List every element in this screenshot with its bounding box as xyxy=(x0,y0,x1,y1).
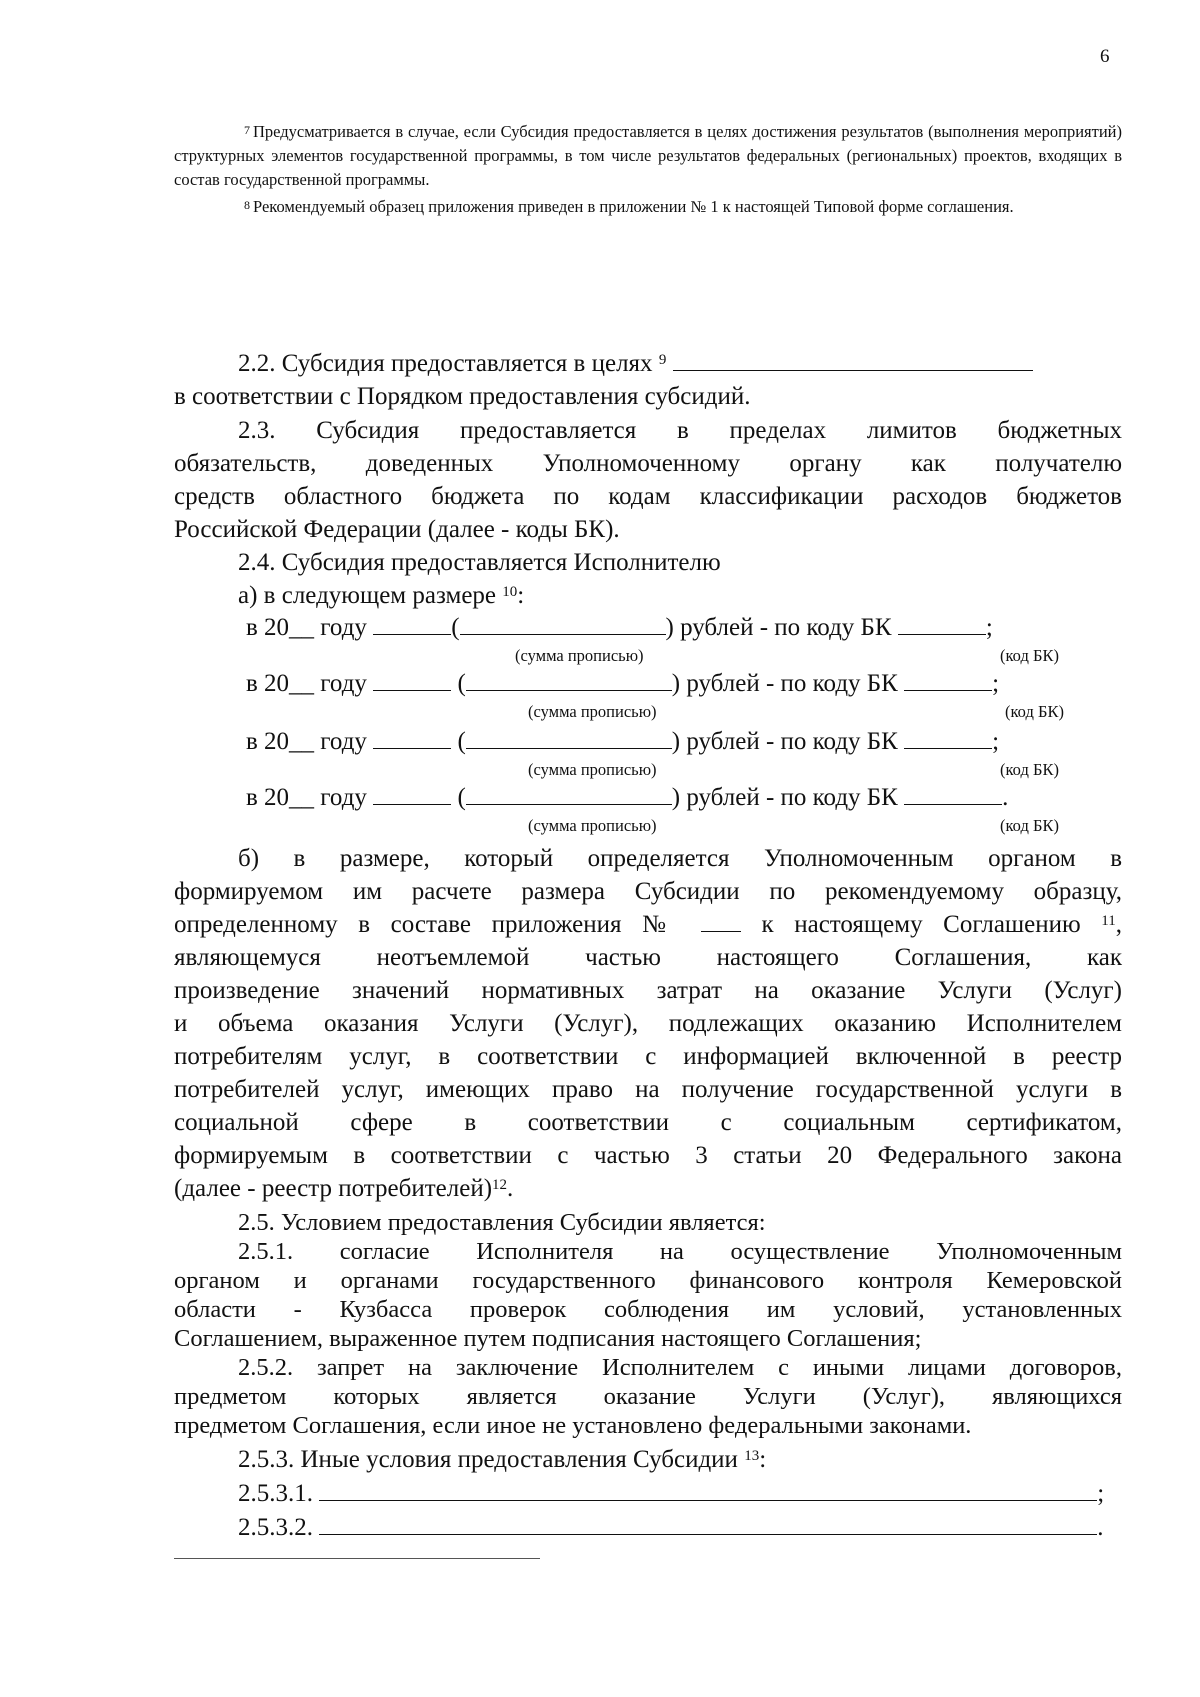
clause-text: к настоящему Соглашению xyxy=(761,911,1081,938)
hint-code: (код БК) xyxy=(1005,702,1064,721)
footnote-text: Рекомендуемый образец приложения приведен в приложении № 1 к настоящей Типовой форме соглашения. xyxy=(253,197,1014,216)
clause-2-5-1-line: 2.5.1. согласие Исполнителя на осуществление Уполномоченным xyxy=(238,1238,1122,1265)
footnote-ref-group xyxy=(1101,911,1122,938)
clause-text: ; xyxy=(1097,1480,1105,1507)
clause-2-3-line: Российской Федерации (далее - коды БК). xyxy=(174,516,620,543)
rubles-label: ) рублей - по коду БК xyxy=(671,728,898,755)
clause-2-5-3 xyxy=(238,1444,766,1476)
footnote-mark: 8 xyxy=(244,198,250,212)
footnote-ref: 12 xyxy=(492,1177,508,1193)
row-end: ; xyxy=(992,670,1000,697)
clause-2-4-b-line: и объема оказания Услуги (Услуг), подлежащих оказанию Исполнителем xyxy=(174,1010,1122,1037)
hint-sum: (сумма прописью) xyxy=(528,702,657,721)
clause-2-4-b-line xyxy=(174,1173,513,1205)
footnote-mark: 7 xyxy=(244,123,250,137)
clause-2-4-b-line: произведение значений нормативных затрат на оказание Услуги (Услуг) xyxy=(174,977,1122,1004)
clause-2-4-b-line: б) в размере, который определяется Уполномоченным органом в xyxy=(238,845,1122,872)
condition-blank xyxy=(319,1478,1097,1501)
hint-sum: (сумма прописью) xyxy=(515,646,644,665)
clause-2-5-intro: 2.5. Условием предоставления Субсидии является: xyxy=(238,1209,766,1236)
payment-row: в 20__ году ( ) рублей - по коду БК ; xyxy=(246,612,993,644)
year-label: в 20__ году xyxy=(246,728,367,755)
clause-2-5-3-2 xyxy=(238,1512,1104,1544)
clause-text: 2.5.3. Иные условия предоставления Субсидии xyxy=(238,1446,738,1473)
row-end: ; xyxy=(992,728,1000,755)
clause-text: . xyxy=(1097,1514,1104,1541)
clause-2-3-line: обязательств, доведенных Уполномоченному органу как получателю xyxy=(174,450,1122,477)
clause-2-5-2-line: предметом которых является оказание Услуги (Услуг), являющихся xyxy=(174,1383,1122,1410)
sum-words-blank xyxy=(466,668,672,691)
payment-row: в 20__ году ( ) рублей - по коду БК ; xyxy=(246,668,999,700)
rubles-label: ) рублей - по коду БК xyxy=(671,670,898,697)
payment-row: в 20__ году ( ) рублей - по коду БК . xyxy=(246,782,1008,814)
code-blank xyxy=(904,668,992,691)
clause-2-5-1-line: органом и органами государственного финансового контроля Кемеровской xyxy=(174,1267,1122,1294)
clause-2-4-b-line: формируемым в соответствии с частью 3 статьи 20 Федерального закона xyxy=(174,1142,1122,1169)
footnote-ref: 13 xyxy=(744,1448,760,1464)
clause-text: а) в следующем размере xyxy=(238,582,497,609)
code-blank xyxy=(898,612,986,635)
purpose-blank xyxy=(673,348,1033,371)
clause-text: , xyxy=(1115,911,1122,938)
year-label: в 20__ году xyxy=(246,784,367,811)
clause-text: : xyxy=(517,582,525,609)
payment-row: в 20__ году ( ) рублей - по коду БК ; xyxy=(246,726,999,758)
rubles-label: ) рублей - по коду БК xyxy=(671,784,898,811)
clause-text: (далее - реестр потребителей) xyxy=(174,1175,493,1202)
appendix-number-blank xyxy=(701,909,741,932)
rubles-label: ) рублей - по коду БК xyxy=(665,614,892,641)
clause-2-2-line-1 xyxy=(238,348,1033,380)
clause-2-4-b-line: формируемом им расчете размера Субсидии по рекомендуемому образцу, xyxy=(174,878,1122,905)
clause-2-3-line: 2.3. Субсидия предоставляется в пределах лимитов бюджетных xyxy=(238,417,1122,444)
code-blank xyxy=(904,726,992,749)
clause-2-4-b-line: являющемуся неотъемлемой частью настоящего Соглашения, как xyxy=(174,944,1122,971)
footnote-ref: 9 xyxy=(658,352,667,368)
sum-words-blank xyxy=(466,782,672,805)
clause-2-5-2-line: 2.5.2. запрет на заключение Исполнителем с иными лицами договоров, xyxy=(238,1354,1122,1381)
footnote-ref: 10 xyxy=(502,584,518,600)
clause-text: 2.5.3.1. xyxy=(238,1480,313,1507)
sum-words-blank xyxy=(460,612,666,635)
footnote-ref: 11 xyxy=(1101,913,1116,929)
code-blank xyxy=(904,782,1002,805)
condition-blank xyxy=(319,1512,1097,1535)
footnote-7 xyxy=(174,120,1122,192)
row-end: ; xyxy=(985,614,993,641)
clause-2-4-b-line: социальной сфере в соответствии с социальным сертификатом, xyxy=(174,1109,1122,1136)
clause-2-5-3-1 xyxy=(238,1478,1104,1510)
amount-blank xyxy=(373,782,451,805)
amount-blank xyxy=(373,612,451,635)
clause-2-4-b-line xyxy=(174,909,1122,941)
sum-words-blank xyxy=(466,726,672,749)
year-label: в 20__ году xyxy=(246,614,367,641)
hint-code: (код БК) xyxy=(1000,760,1059,779)
clause-text: определенному в составе приложения № xyxy=(174,911,681,938)
clause-2-4-a xyxy=(238,580,524,612)
row-end: . xyxy=(1002,784,1009,811)
amount-blank xyxy=(373,726,451,749)
clause-2-3-line: средств областного бюджета по кодам классификации расходов бюджетов xyxy=(174,483,1122,510)
clause-2-4-intro: 2.4. Субсидия предоставляется Исполнителю xyxy=(238,549,721,576)
hint-sum: (сумма прописью) xyxy=(528,760,657,779)
clause-2-5-2-line: предметом Соглашения, если иное не установлено федеральными законами. xyxy=(174,1412,972,1439)
footnote-text: Предусматривается в случае, если Субсидия предоставляется в целях достижения результатов (выполнения мероприятий) структурных элементов государственной программы, в том числе результатов федеральных (региональных) проектов, входящих в состав государственной программы. xyxy=(174,122,1122,189)
hint-code: (код БК) xyxy=(1000,646,1059,665)
clause-text: . xyxy=(507,1175,514,1202)
footnote-8 xyxy=(174,195,1122,219)
footnote-separator xyxy=(174,1558,540,1559)
clause-text: : xyxy=(759,1446,767,1473)
clause-2-4-b-line: потребителей услуг, имеющих право на получение государственной услуги в xyxy=(174,1076,1122,1103)
clause-2-2-line-2: в соответствии с Порядком предоставления субсидий. xyxy=(174,383,751,410)
clause-2-5-1-line: области - Кузбасса проверок соблюдения им условий, установленных xyxy=(174,1296,1122,1323)
clause-2-5-1-line: Соглашением, выраженное путем подписания настоящего Соглашения; xyxy=(174,1325,922,1352)
clause-text: 2.5.3.2. xyxy=(238,1514,313,1541)
amount-blank xyxy=(373,668,451,691)
hint-sum: (сумма прописью) xyxy=(528,816,657,835)
year-label: в 20__ году xyxy=(246,670,367,697)
clause-2-4-b-line: потребителям услуг, в соответствии с информацией включенной в реестр xyxy=(174,1043,1122,1070)
hint-code: (код БК) xyxy=(1000,816,1059,835)
clause-text: 2.2. Субсидия предоставляется в целях xyxy=(238,350,653,377)
page-number: 6 xyxy=(1100,46,1110,67)
